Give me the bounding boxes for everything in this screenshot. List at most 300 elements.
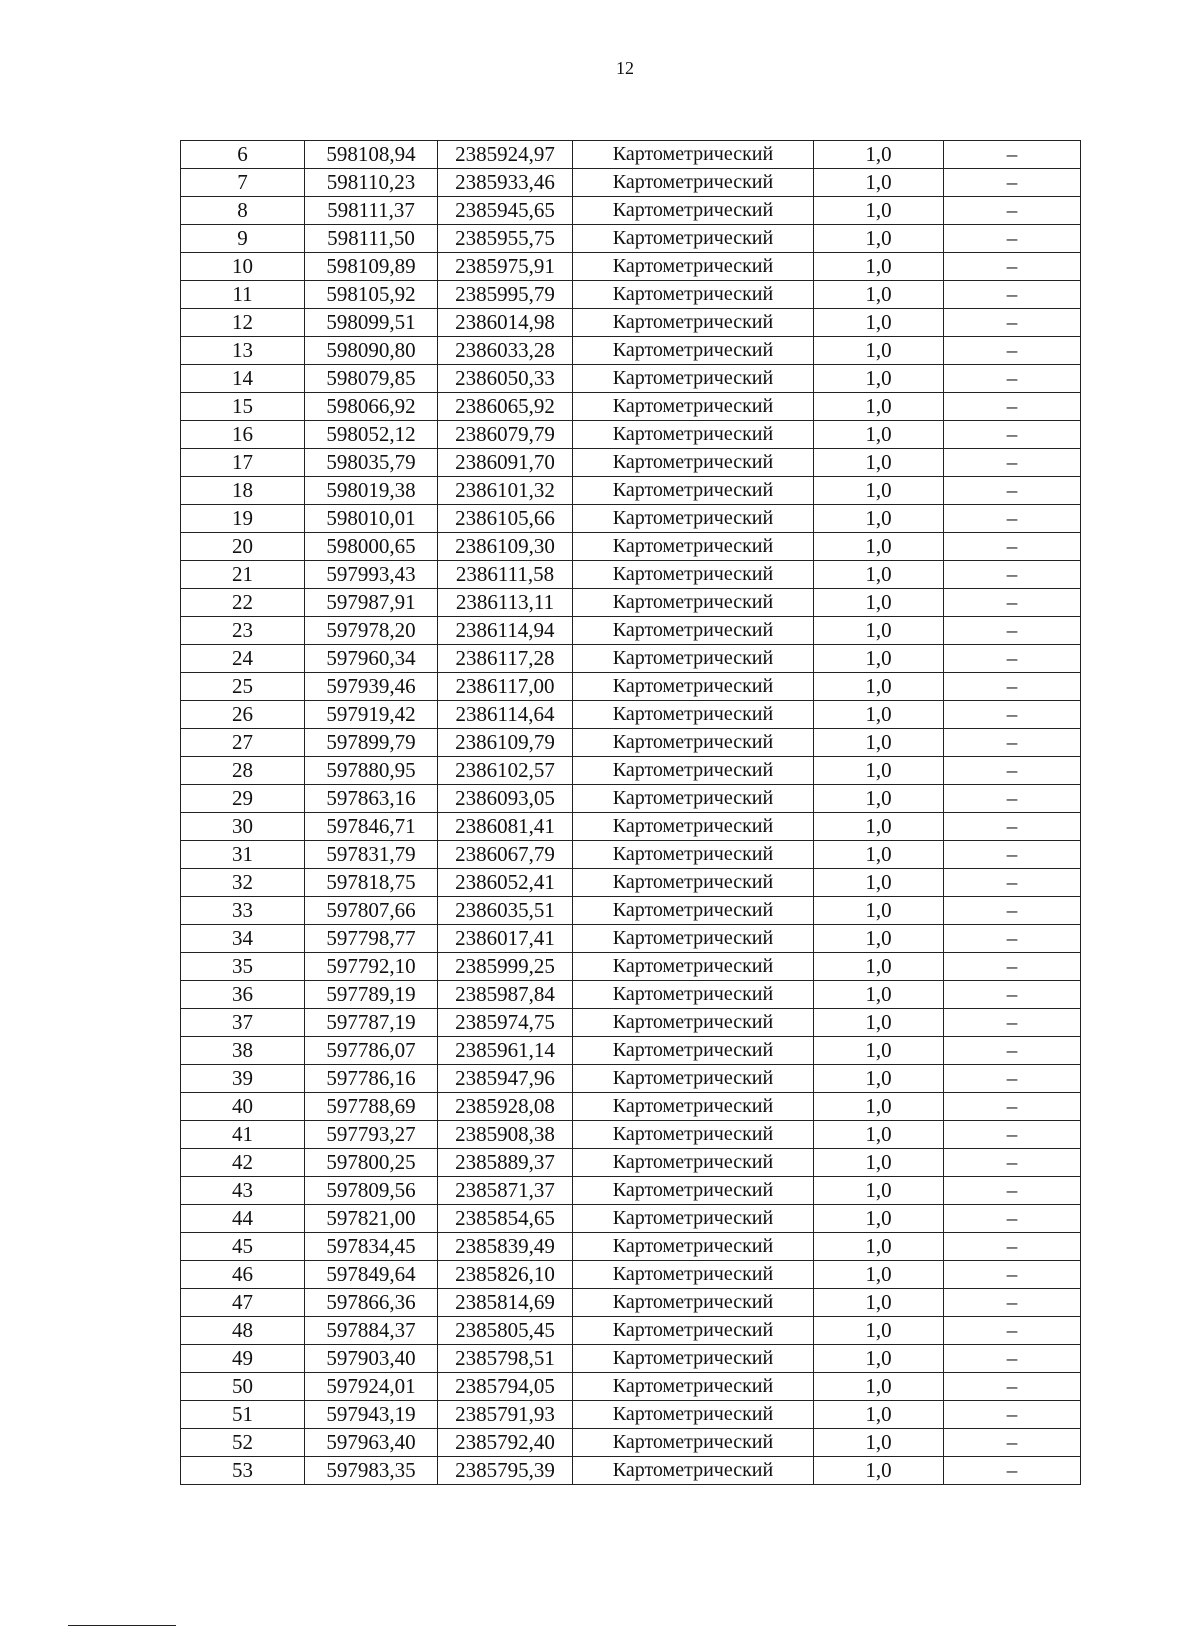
note-cell: –	[944, 841, 1081, 869]
method-cell: Картометрический	[573, 673, 814, 701]
x-coordinate-cell: 598111,37	[305, 197, 438, 225]
accuracy-cell: 1,0	[814, 1373, 944, 1401]
note-cell: –	[944, 1037, 1081, 1065]
point-number-cell: 45	[181, 1233, 305, 1261]
y-coordinate-cell: 2385947,96	[438, 1065, 573, 1093]
point-number-cell: 39	[181, 1065, 305, 1093]
accuracy-cell: 1,0	[814, 953, 944, 981]
table-row	[181, 1429, 1081, 1457]
point-number-cell: 15	[181, 393, 305, 421]
x-coordinate-cell: 597834,45	[305, 1233, 438, 1261]
table-row	[181, 673, 1081, 701]
note-cell: –	[944, 1289, 1081, 1317]
note-cell: –	[944, 925, 1081, 953]
x-coordinate-cell: 598019,38	[305, 477, 438, 505]
y-coordinate-cell: 2385933,46	[438, 169, 573, 197]
table-row	[181, 925, 1081, 953]
x-coordinate-cell: 597849,64	[305, 1261, 438, 1289]
accuracy-cell: 1,0	[814, 1429, 944, 1457]
x-coordinate-cell: 597792,10	[305, 953, 438, 981]
x-coordinate-cell: 598066,92	[305, 393, 438, 421]
point-number-cell: 17	[181, 449, 305, 477]
point-number-cell: 25	[181, 673, 305, 701]
note-cell: –	[944, 897, 1081, 925]
y-coordinate-cell: 2386105,66	[438, 505, 573, 533]
x-coordinate-cell: 597786,16	[305, 1065, 438, 1093]
note-cell: –	[944, 1373, 1081, 1401]
x-coordinate-cell: 598108,94	[305, 141, 438, 169]
table-row	[181, 785, 1081, 813]
table-row	[181, 1317, 1081, 1345]
point-number-cell: 23	[181, 617, 305, 645]
accuracy-cell: 1,0	[814, 1345, 944, 1373]
table-row	[181, 1289, 1081, 1317]
y-coordinate-cell: 2386017,41	[438, 925, 573, 953]
y-coordinate-cell: 2385798,51	[438, 1345, 573, 1373]
x-coordinate-cell: 597880,95	[305, 757, 438, 785]
accuracy-cell: 1,0	[814, 169, 944, 197]
note-cell: –	[944, 141, 1081, 169]
accuracy-cell: 1,0	[814, 701, 944, 729]
x-coordinate-cell: 597993,43	[305, 561, 438, 589]
table-row	[181, 869, 1081, 897]
table-row	[181, 757, 1081, 785]
accuracy-cell: 1,0	[814, 505, 944, 533]
accuracy-cell: 1,0	[814, 1289, 944, 1317]
table-row	[181, 981, 1081, 1009]
y-coordinate-cell: 2386093,05	[438, 785, 573, 813]
method-cell: Картометрический	[573, 785, 814, 813]
y-coordinate-cell: 2386081,41	[438, 813, 573, 841]
accuracy-cell: 1,0	[814, 841, 944, 869]
accuracy-cell: 1,0	[814, 981, 944, 1009]
y-coordinate-cell: 2386117,28	[438, 645, 573, 673]
method-cell: Картометрический	[573, 533, 814, 561]
point-number-cell: 51	[181, 1401, 305, 1429]
y-coordinate-cell: 2386079,79	[438, 421, 573, 449]
table-row	[181, 1205, 1081, 1233]
method-cell: Картометрический	[573, 225, 814, 253]
accuracy-cell: 1,0	[814, 757, 944, 785]
y-coordinate-cell: 2385792,40	[438, 1429, 573, 1457]
table-row	[181, 1037, 1081, 1065]
y-coordinate-cell: 2385791,93	[438, 1401, 573, 1429]
note-cell: –	[944, 225, 1081, 253]
note-cell: –	[944, 1317, 1081, 1345]
method-cell: Картометрический	[573, 645, 814, 673]
x-coordinate-cell: 597884,37	[305, 1317, 438, 1345]
x-coordinate-cell: 597798,77	[305, 925, 438, 953]
table-row	[181, 337, 1081, 365]
note-cell: –	[944, 981, 1081, 1009]
method-cell: Картометрический	[573, 1233, 814, 1261]
method-cell: Картометрический	[573, 981, 814, 1009]
y-coordinate-cell: 2386102,57	[438, 757, 573, 785]
y-coordinate-cell: 2385794,05	[438, 1373, 573, 1401]
accuracy-cell: 1,0	[814, 1205, 944, 1233]
x-coordinate-cell: 597866,36	[305, 1289, 438, 1317]
table-row	[181, 169, 1081, 197]
x-coordinate-cell: 597983,35	[305, 1457, 438, 1485]
point-number-cell: 43	[181, 1177, 305, 1205]
note-cell: –	[944, 673, 1081, 701]
accuracy-cell: 1,0	[814, 1401, 944, 1429]
table-row	[181, 1457, 1081, 1485]
method-cell: Картометрический	[573, 1177, 814, 1205]
method-cell: Картометрический	[573, 757, 814, 785]
y-coordinate-cell: 2385854,65	[438, 1205, 573, 1233]
point-number-cell: 30	[181, 813, 305, 841]
accuracy-cell: 1,0	[814, 225, 944, 253]
point-number-cell: 42	[181, 1149, 305, 1177]
y-coordinate-cell: 2385889,37	[438, 1149, 573, 1177]
accuracy-cell: 1,0	[814, 1121, 944, 1149]
accuracy-cell: 1,0	[814, 1093, 944, 1121]
y-coordinate-cell: 2386067,79	[438, 841, 573, 869]
method-cell: Картометрический	[573, 1373, 814, 1401]
accuracy-cell: 1,0	[814, 869, 944, 897]
x-coordinate-cell: 598000,65	[305, 533, 438, 561]
x-coordinate-cell: 597899,79	[305, 729, 438, 757]
y-coordinate-cell: 2386109,79	[438, 729, 573, 757]
y-coordinate-cell: 2386014,98	[438, 309, 573, 337]
accuracy-cell: 1,0	[814, 1177, 944, 1205]
x-coordinate-cell: 598110,23	[305, 169, 438, 197]
note-cell: –	[944, 1009, 1081, 1037]
note-cell: –	[944, 309, 1081, 337]
accuracy-cell: 1,0	[814, 897, 944, 925]
table-row	[181, 1121, 1081, 1149]
footnote-separator-line	[68, 1625, 176, 1626]
method-cell: Картометрический	[573, 309, 814, 337]
note-cell: –	[944, 1065, 1081, 1093]
table-row	[181, 897, 1081, 925]
accuracy-cell: 1,0	[814, 197, 944, 225]
accuracy-cell: 1,0	[814, 365, 944, 393]
method-cell: Картометрический	[573, 813, 814, 841]
note-cell: –	[944, 1177, 1081, 1205]
accuracy-cell: 1,0	[814, 673, 944, 701]
point-number-cell: 50	[181, 1373, 305, 1401]
point-number-cell: 53	[181, 1457, 305, 1485]
note-cell: –	[944, 617, 1081, 645]
y-coordinate-cell: 2386052,41	[438, 869, 573, 897]
point-number-cell: 14	[181, 365, 305, 393]
point-number-cell: 24	[181, 645, 305, 673]
accuracy-cell: 1,0	[814, 1317, 944, 1345]
note-cell: –	[944, 1121, 1081, 1149]
x-coordinate-cell: 597789,19	[305, 981, 438, 1009]
point-number-cell: 20	[181, 533, 305, 561]
method-cell: Картометрический	[573, 1457, 814, 1485]
method-cell: Картометрический	[573, 365, 814, 393]
note-cell: –	[944, 253, 1081, 281]
table-row	[181, 309, 1081, 337]
point-number-cell: 37	[181, 1009, 305, 1037]
method-cell: Картометрический	[573, 449, 814, 477]
page-number: 12	[616, 58, 634, 78]
y-coordinate-cell: 2385805,45	[438, 1317, 573, 1345]
table-row	[181, 533, 1081, 561]
x-coordinate-cell: 597943,19	[305, 1401, 438, 1429]
note-cell: –	[944, 1233, 1081, 1261]
table-row	[181, 477, 1081, 505]
point-number-cell: 33	[181, 897, 305, 925]
method-cell: Картометрический	[573, 1149, 814, 1177]
table-row	[181, 281, 1081, 309]
note-cell: –	[944, 561, 1081, 589]
y-coordinate-cell: 2386111,58	[438, 561, 573, 589]
accuracy-cell: 1,0	[814, 337, 944, 365]
accuracy-cell: 1,0	[814, 1065, 944, 1093]
x-coordinate-cell: 597831,79	[305, 841, 438, 869]
note-cell: –	[944, 337, 1081, 365]
point-number-cell: 47	[181, 1289, 305, 1317]
y-coordinate-cell: 2386101,32	[438, 477, 573, 505]
accuracy-cell: 1,0	[814, 925, 944, 953]
method-cell: Картометрический	[573, 1429, 814, 1457]
x-coordinate-cell: 598079,85	[305, 365, 438, 393]
table-row	[181, 393, 1081, 421]
x-coordinate-cell: 597919,42	[305, 701, 438, 729]
y-coordinate-cell: 2386109,30	[438, 533, 573, 561]
note-cell: –	[944, 393, 1081, 421]
table-row	[181, 813, 1081, 841]
accuracy-cell: 1,0	[814, 1457, 944, 1485]
y-coordinate-cell: 2386114,64	[438, 701, 573, 729]
accuracy-cell: 1,0	[814, 1009, 944, 1037]
x-coordinate-cell: 597846,71	[305, 813, 438, 841]
y-coordinate-cell: 2385826,10	[438, 1261, 573, 1289]
method-cell: Картометрический	[573, 1009, 814, 1037]
x-coordinate-cell: 597987,91	[305, 589, 438, 617]
method-cell: Картометрический	[573, 393, 814, 421]
note-cell: –	[944, 953, 1081, 981]
table-row	[181, 365, 1081, 393]
note-cell: –	[944, 1401, 1081, 1429]
method-cell: Картометрический	[573, 477, 814, 505]
point-number-cell: 10	[181, 253, 305, 281]
point-number-cell: 12	[181, 309, 305, 337]
table-row	[181, 505, 1081, 533]
note-cell: –	[944, 645, 1081, 673]
accuracy-cell: 1,0	[814, 449, 944, 477]
point-number-cell: 32	[181, 869, 305, 897]
accuracy-cell: 1,0	[814, 561, 944, 589]
point-number-cell: 11	[181, 281, 305, 309]
table-row	[181, 1093, 1081, 1121]
method-cell: Картометрический	[573, 589, 814, 617]
point-number-cell: 21	[181, 561, 305, 589]
method-cell: Картометрический	[573, 841, 814, 869]
method-cell: Картометрический	[573, 897, 814, 925]
point-number-cell: 18	[181, 477, 305, 505]
accuracy-cell: 1,0	[814, 1149, 944, 1177]
table-row	[181, 561, 1081, 589]
note-cell: –	[944, 533, 1081, 561]
y-coordinate-cell: 2385995,79	[438, 281, 573, 309]
x-coordinate-cell: 597807,66	[305, 897, 438, 925]
method-cell: Картометрический	[573, 561, 814, 589]
table-row	[181, 645, 1081, 673]
table-row	[181, 701, 1081, 729]
x-coordinate-cell: 597963,40	[305, 1429, 438, 1457]
coordinates-table-body	[181, 141, 1081, 1485]
y-coordinate-cell: 2386065,92	[438, 393, 573, 421]
table-row	[181, 449, 1081, 477]
method-cell: Картометрический	[573, 1345, 814, 1373]
x-coordinate-cell: 598035,79	[305, 449, 438, 477]
method-cell: Картометрический	[573, 281, 814, 309]
note-cell: –	[944, 477, 1081, 505]
accuracy-cell: 1,0	[814, 1233, 944, 1261]
accuracy-cell: 1,0	[814, 477, 944, 505]
x-coordinate-cell: 597821,00	[305, 1205, 438, 1233]
method-cell: Картометрический	[573, 1261, 814, 1289]
point-number-cell: 34	[181, 925, 305, 953]
table-row	[181, 1261, 1081, 1289]
x-coordinate-cell: 597818,75	[305, 869, 438, 897]
point-number-cell: 49	[181, 1345, 305, 1373]
accuracy-cell: 1,0	[814, 1261, 944, 1289]
note-cell: –	[944, 1093, 1081, 1121]
accuracy-cell: 1,0	[814, 589, 944, 617]
x-coordinate-cell: 597788,69	[305, 1093, 438, 1121]
accuracy-cell: 1,0	[814, 785, 944, 813]
x-coordinate-cell: 598090,80	[305, 337, 438, 365]
x-coordinate-cell: 597787,19	[305, 1009, 438, 1037]
table-row	[181, 1177, 1081, 1205]
point-number-cell: 13	[181, 337, 305, 365]
point-number-cell: 46	[181, 1261, 305, 1289]
x-coordinate-cell: 598099,51	[305, 309, 438, 337]
accuracy-cell: 1,0	[814, 393, 944, 421]
y-coordinate-cell: 2385908,38	[438, 1121, 573, 1149]
point-number-cell: 48	[181, 1317, 305, 1345]
point-number-cell: 41	[181, 1121, 305, 1149]
note-cell: –	[944, 869, 1081, 897]
note-cell: –	[944, 505, 1081, 533]
point-number-cell: 36	[181, 981, 305, 1009]
table-row	[181, 141, 1081, 169]
table-row	[181, 1401, 1081, 1429]
x-coordinate-cell: 597960,34	[305, 645, 438, 673]
method-cell: Картометрический	[573, 701, 814, 729]
y-coordinate-cell: 2385814,69	[438, 1289, 573, 1317]
table-row	[181, 841, 1081, 869]
accuracy-cell: 1,0	[814, 1037, 944, 1065]
table-row	[181, 1373, 1081, 1401]
x-coordinate-cell: 597924,01	[305, 1373, 438, 1401]
note-cell: –	[944, 169, 1081, 197]
point-number-cell: 38	[181, 1037, 305, 1065]
x-coordinate-cell: 598109,89	[305, 253, 438, 281]
note-cell: –	[944, 1345, 1081, 1373]
y-coordinate-cell: 2385839,49	[438, 1233, 573, 1261]
method-cell: Картометрический	[573, 925, 814, 953]
coordinates-table	[180, 140, 1081, 1485]
table-row	[181, 617, 1081, 645]
y-coordinate-cell: 2385955,75	[438, 225, 573, 253]
point-number-cell: 19	[181, 505, 305, 533]
accuracy-cell: 1,0	[814, 421, 944, 449]
y-coordinate-cell: 2385795,39	[438, 1457, 573, 1485]
point-number-cell: 52	[181, 1429, 305, 1457]
table-row	[181, 1009, 1081, 1037]
y-coordinate-cell: 2386117,00	[438, 673, 573, 701]
accuracy-cell: 1,0	[814, 645, 944, 673]
method-cell: Картометрический	[573, 169, 814, 197]
note-cell: –	[944, 1205, 1081, 1233]
x-coordinate-cell: 597903,40	[305, 1345, 438, 1373]
table-row	[181, 589, 1081, 617]
method-cell: Картометрический	[573, 1317, 814, 1345]
note-cell: –	[944, 449, 1081, 477]
note-cell: –	[944, 701, 1081, 729]
accuracy-cell: 1,0	[814, 813, 944, 841]
table-row	[181, 225, 1081, 253]
accuracy-cell: 1,0	[814, 281, 944, 309]
method-cell: Картометрический	[573, 1289, 814, 1317]
point-number-cell: 29	[181, 785, 305, 813]
point-number-cell: 40	[181, 1093, 305, 1121]
point-number-cell: 22	[181, 589, 305, 617]
method-cell: Картометрический	[573, 1037, 814, 1065]
table-row	[181, 421, 1081, 449]
point-number-cell: 7	[181, 169, 305, 197]
point-number-cell: 27	[181, 729, 305, 757]
x-coordinate-cell: 598111,50	[305, 225, 438, 253]
y-coordinate-cell: 2385961,14	[438, 1037, 573, 1065]
x-coordinate-cell: 597978,20	[305, 617, 438, 645]
note-cell: –	[944, 281, 1081, 309]
note-cell: –	[944, 729, 1081, 757]
note-cell: –	[944, 1457, 1081, 1485]
note-cell: –	[944, 1261, 1081, 1289]
accuracy-cell: 1,0	[814, 309, 944, 337]
method-cell: Картометрический	[573, 1401, 814, 1429]
method-cell: Картометрический	[573, 337, 814, 365]
accuracy-cell: 1,0	[814, 253, 944, 281]
method-cell: Картометрический	[573, 1093, 814, 1121]
note-cell: –	[944, 197, 1081, 225]
point-number-cell: 8	[181, 197, 305, 225]
point-number-cell: 44	[181, 1205, 305, 1233]
note-cell: –	[944, 365, 1081, 393]
point-number-cell: 35	[181, 953, 305, 981]
table-row	[181, 953, 1081, 981]
point-number-cell: 26	[181, 701, 305, 729]
x-coordinate-cell: 597809,56	[305, 1177, 438, 1205]
x-coordinate-cell: 597939,46	[305, 673, 438, 701]
x-coordinate-cell: 598052,12	[305, 421, 438, 449]
accuracy-cell: 1,0	[814, 617, 944, 645]
point-number-cell: 31	[181, 841, 305, 869]
y-coordinate-cell: 2385928,08	[438, 1093, 573, 1121]
method-cell: Картометрический	[573, 141, 814, 169]
x-coordinate-cell: 598105,92	[305, 281, 438, 309]
table-row	[181, 1233, 1081, 1261]
y-coordinate-cell: 2386035,51	[438, 897, 573, 925]
method-cell: Картометрический	[573, 421, 814, 449]
y-coordinate-cell: 2385974,75	[438, 1009, 573, 1037]
accuracy-cell: 1,0	[814, 141, 944, 169]
y-coordinate-cell: 2385999,25	[438, 953, 573, 981]
note-cell: –	[944, 421, 1081, 449]
x-coordinate-cell: 597863,16	[305, 785, 438, 813]
method-cell: Картометрический	[573, 1121, 814, 1149]
y-coordinate-cell: 2386113,11	[438, 589, 573, 617]
